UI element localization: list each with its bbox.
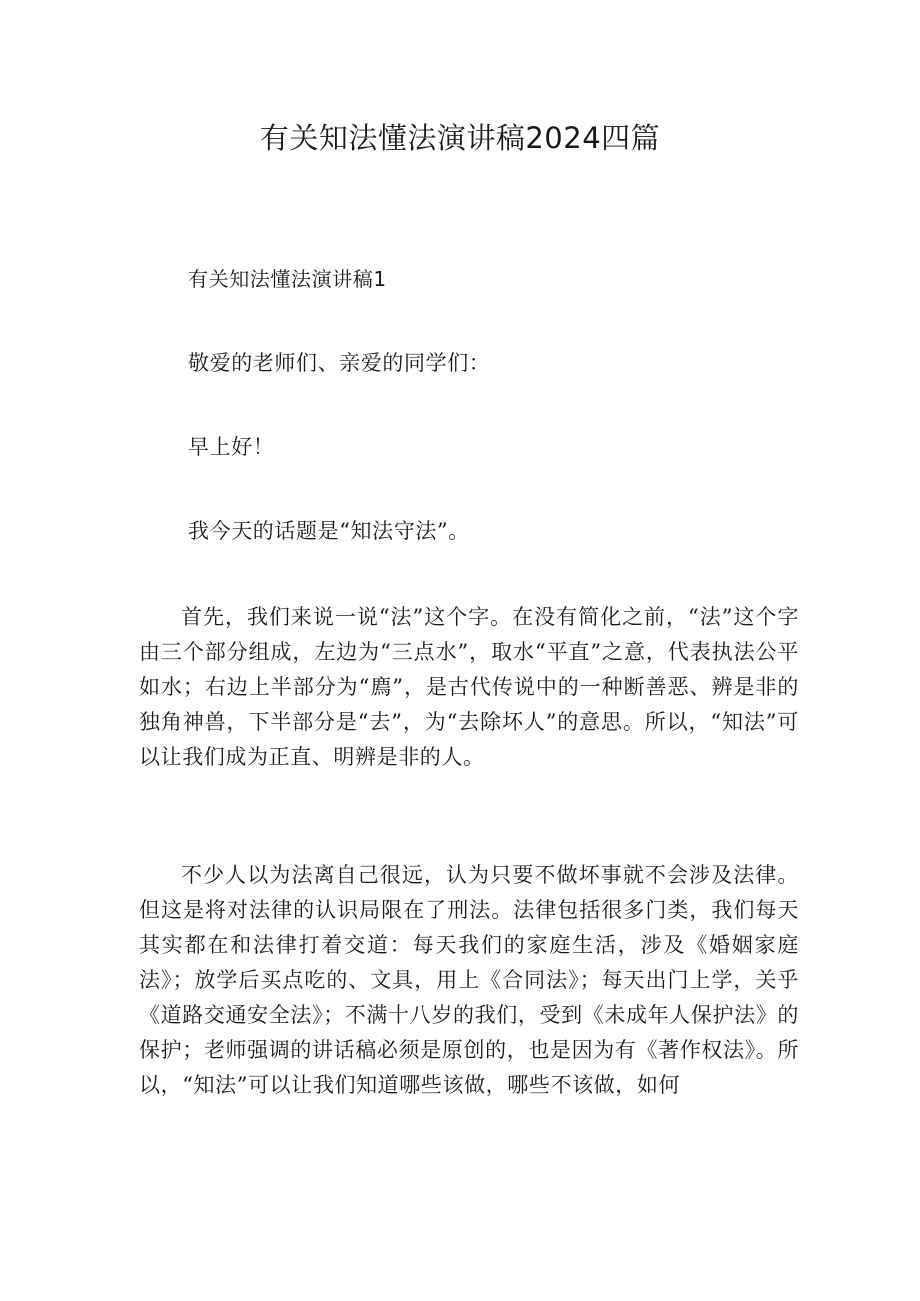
section-heading: 有关知法懂法演讲稿1 bbox=[188, 267, 387, 291]
body-paragraph-1: 首先，我们来说一说“法”这个字。在没有简化之前，“法”这个字由三个部分组成，左边为“三点水”，取水“平直”之意，代表执法公平如水；右边上半部分为“廌”，是古代传说中的一种断善恶、辨是非的独角神兽，下半部分是“去”，为“去除坏人”的意思。所以，“知法”可以让我们成为正直、明辨是非的人。 bbox=[139, 605, 799, 769]
document-title: 有关知法懂法演讲稿2024四篇 bbox=[259, 121, 661, 155]
salutation-line: 敬爱的老师们、亲爱的同学们： bbox=[188, 351, 491, 375]
greeting-line: 早上好！ bbox=[188, 435, 275, 459]
body-paragraph-2: 不少人以为法离自己很远，认为只要不做坏事就不会涉及法律。但这是将对法律的认识局限在了刑法。法律包括很多门类，我们每天其实都在和法律打着交道：每天我们的家庭生活，涉及《婚姻家庭法》；放学后买点吃的、文具，用上《合同法》；每天出门上学，关乎《道路交通安全法》；不满十八岁的我们，受到《未成年人保护法》的保护；老师强调的讲话稿必须是原创的，也是因为有《著作权法》。所以，“知法”可以让我们知道哪些该做，哪些不该做，如何 bbox=[139, 863, 799, 1097]
topic-line: 我今天的话题是“知法守法”。 bbox=[188, 519, 470, 543]
